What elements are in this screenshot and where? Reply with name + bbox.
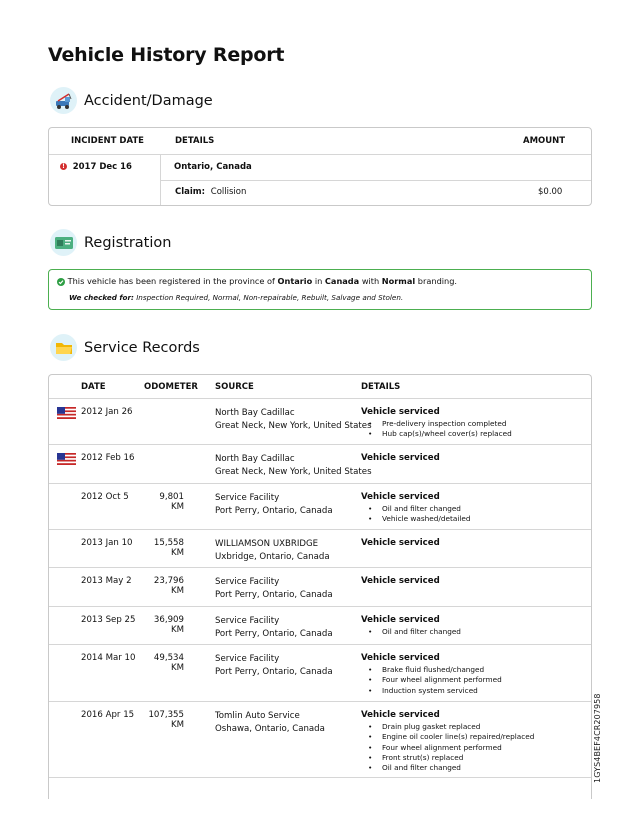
service-item: • Oil and filter changed [361, 763, 534, 773]
source-name: Service Facility [215, 577, 280, 587]
service-details [361, 492, 471, 525]
service-date: 2012 Oct 5 [81, 492, 129, 502]
service-item: • Pre-delivery inspection completed [361, 419, 512, 429]
service-source [215, 492, 333, 517]
service-table [48, 374, 592, 799]
service-source [215, 576, 333, 601]
us-flag-icon [57, 453, 76, 465]
service-item: • Front strut(s) replaced [361, 753, 534, 763]
service-row [49, 530, 591, 568]
service-details [361, 538, 440, 550]
service-odometer: 107,355 KM [148, 710, 184, 730]
claim-amount: $0.00 [538, 187, 563, 197]
service-row [49, 702, 591, 778]
service-source [215, 407, 372, 432]
service-item: • Four wheel alignment performed [361, 675, 502, 685]
service-detail-title: Vehicle serviced [361, 576, 440, 586]
check-icon [57, 278, 65, 286]
service-source [215, 538, 330, 563]
source-name: North Bay Cadillac [215, 408, 295, 418]
vin-label: 1GYS4BEF4CR207958 [593, 693, 602, 783]
header-details: DETAILS [175, 136, 215, 146]
service-item: • Drain plug gasket replaced [361, 722, 534, 732]
service-date: 2014 Mar 10 [81, 653, 136, 663]
registration-section-title: Registration [84, 234, 172, 251]
service-odometer: 9,801 KM [159, 492, 184, 512]
service-source [215, 653, 333, 678]
service-item: • Oil and filter changed [361, 504, 471, 514]
service-detail-title: Vehicle serviced [361, 653, 440, 663]
accident-table-header [49, 128, 591, 155]
service-odometer: 23,796 KM [153, 576, 184, 596]
service-date: 2012 Feb 16 [81, 453, 135, 463]
service-date: 2013 May 2 [81, 576, 132, 586]
service-detail-title: Vehicle serviced [361, 407, 440, 417]
source-name: North Bay Cadillac [215, 454, 295, 464]
accident-section-header [50, 87, 213, 114]
registration-text-prefix: This vehicle has been registered in the province of [67, 276, 275, 286]
incident-location: Ontario, Canada [174, 162, 252, 172]
header-date: DATE [81, 382, 106, 392]
source-location: Oshawa, Ontario, Canada [215, 723, 325, 734]
registration-box [48, 269, 592, 310]
service-details [361, 576, 440, 588]
incident-location-row [160, 155, 591, 181]
source-name: Service Facility [215, 654, 280, 664]
source-location: Port Perry, Ontario, Canada [215, 505, 333, 516]
service-detail-title: Vehicle serviced [361, 615, 440, 625]
service-details [361, 407, 512, 440]
us-flag-icon [57, 407, 76, 419]
service-row [49, 399, 591, 445]
service-row [49, 607, 591, 645]
page-title: Vehicle History Report [48, 44, 285, 66]
service-row [49, 645, 591, 702]
registration-text-suffix: branding. [417, 276, 458, 286]
service-detail-title: Vehicle serviced [361, 538, 440, 548]
service-detail-title: Vehicle serviced [361, 453, 440, 463]
service-source [215, 615, 333, 640]
service-item: • Four wheel alignment performed [361, 743, 534, 753]
service-row [49, 445, 591, 484]
header-incident-date: INCIDENT DATE [71, 136, 144, 146]
service-row [49, 484, 591, 530]
service-odometer: 36,909 KM [153, 615, 184, 635]
service-date: 2012 Jan 26 [81, 407, 133, 417]
incident-date-cell [60, 162, 132, 172]
header-amount: AMOUNT [523, 136, 566, 146]
service-item: • Hub cap(s)/wheel cover(s) replaced [361, 429, 512, 439]
service-date: 2013 Jan 10 [81, 538, 133, 548]
service-section-header [50, 334, 200, 361]
source-location: Port Perry, Ontario, Canada [215, 628, 333, 639]
service-date: 2013 Sep 25 [81, 615, 136, 625]
service-source [215, 710, 325, 735]
tow-truck-icon [50, 87, 77, 114]
service-item: • Brake fluid flushed/changed [361, 665, 502, 675]
claim-label: Claim: [175, 187, 206, 197]
source-name: Tomlin Auto Service [215, 711, 300, 721]
service-detail-title: Vehicle serviced [361, 492, 440, 502]
service-date: 2016 Apr 15 [81, 710, 135, 720]
service-odometer: 15,558 KM [153, 538, 184, 558]
registration-branding: Normal [381, 276, 416, 286]
header-details: DETAILS [361, 382, 401, 392]
registration-statement [57, 276, 457, 286]
registration-province: Ontario [277, 276, 313, 286]
source-name: Service Facility [215, 616, 280, 626]
service-details [361, 453, 440, 465]
alert-icon: ! [60, 163, 67, 170]
service-item: • Oil and filter changed [361, 627, 461, 637]
checked-for-list: Inspection Required, Normal, Non-repairable, Rebuilt, Salvage and Stolen. [136, 293, 404, 302]
registration-text-in: in [314, 276, 323, 286]
checked-for-label: We checked for: [69, 293, 134, 302]
header-source: SOURCE [215, 382, 254, 392]
source-location: Great Neck, New York, United States [215, 466, 372, 477]
folder-icon [50, 334, 77, 361]
service-odometer: 49,534 KM [153, 653, 184, 673]
service-detail-title: Vehicle serviced [361, 710, 440, 720]
accident-table [48, 127, 592, 206]
service-table-header [49, 375, 591, 399]
registration-country: Canada [324, 276, 360, 286]
incident-date: 2017 Dec 16 [72, 162, 132, 172]
claim-type: Collision [210, 187, 247, 197]
source-name: WILLIAMSON UXBRIDGE [215, 539, 319, 549]
registration-text-with: with [361, 276, 380, 286]
service-item: • Engine oil cooler line(s) repaired/replaced [361, 732, 534, 742]
source-location: Great Neck, New York, United States [215, 420, 372, 431]
checked-for-line [69, 293, 403, 302]
header-odometer: ODOMETER [144, 382, 198, 392]
source-location: Port Perry, Ontario, Canada [215, 589, 333, 600]
service-details [361, 710, 534, 773]
accident-section-title: Accident/Damage [84, 92, 213, 109]
claim-cell [175, 187, 246, 197]
service-item: • Vehicle washed/detailed [361, 514, 471, 524]
service-row [49, 568, 591, 607]
source-location: Port Perry, Ontario, Canada [215, 666, 333, 677]
service-item: • Induction system serviced [361, 686, 502, 696]
registration-card-icon [50, 229, 77, 256]
service-source [215, 453, 372, 478]
service-details [361, 615, 461, 637]
source-location: Uxbridge, Ontario, Canada [215, 551, 330, 562]
service-section-title: Service Records [84, 339, 200, 356]
source-name: Service Facility [215, 493, 280, 503]
service-details [361, 653, 502, 696]
registration-section-header [50, 229, 171, 256]
